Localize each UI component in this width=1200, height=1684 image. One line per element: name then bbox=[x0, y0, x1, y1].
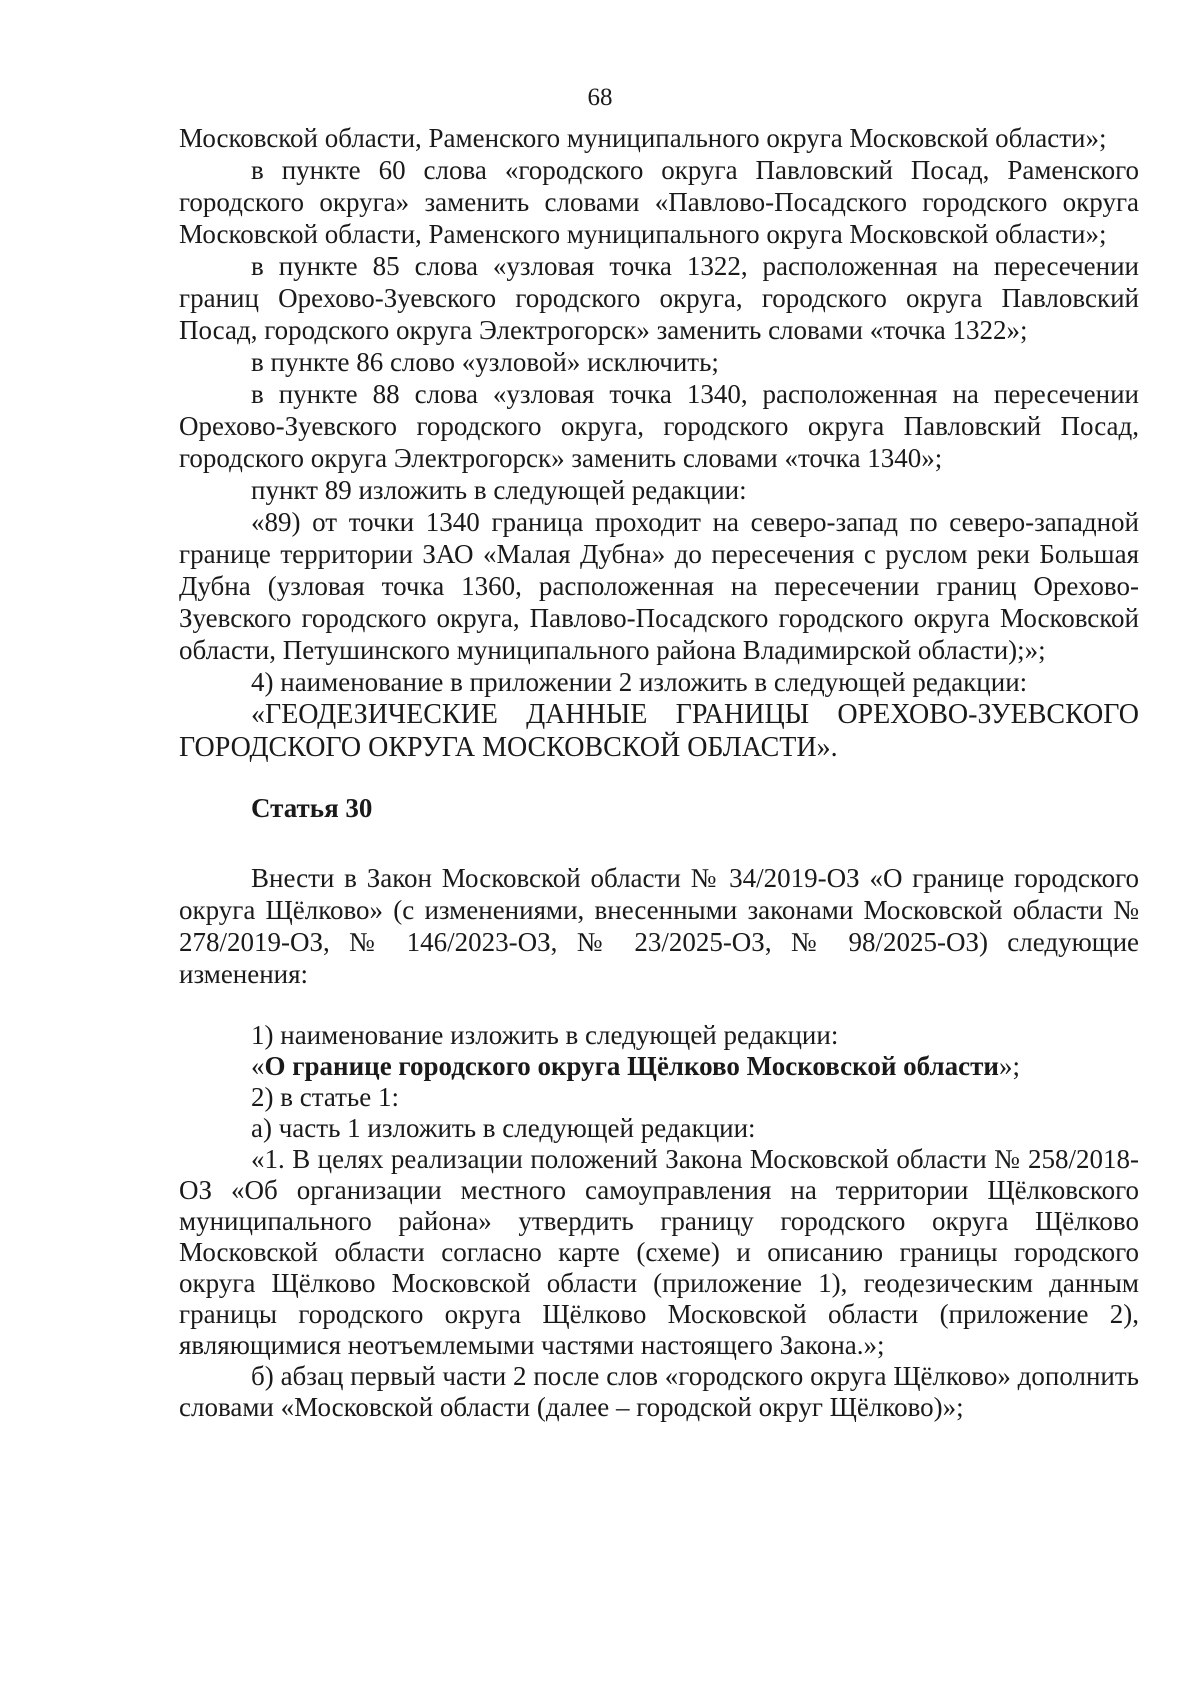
article-intro-paragraph: Внести в Закон Московской области № 34/2019-ОЗ «О границе городского округа Щёлково» (с изменениями, внесенными законами Московской области № 278/2019-ОЗ, № 146/2023-ОЗ, № 23/2025-ОЗ, № 98/2025-ОЗ) следующие изменения: bbox=[179, 863, 1139, 989]
law-title-quote bbox=[179, 1051, 1139, 1082]
quote-open: « bbox=[251, 1051, 265, 1081]
paragraph: Московской области, Раменского муниципального округа Московской области»; bbox=[179, 123, 1107, 153]
appendix-title-paragraph: «ГЕОДЕЗИЧЕСКИЕ ДАННЫЕ ГРАНИЦЫ ОРЕХОВО-ЗУЕВСКОГО ГОРОДСКОГО ОКРУГА МОСКОВСКОЙ ОБЛАСТИ». bbox=[179, 699, 1139, 763]
paragraph: «89) от точки 1340 граница проходит на северо-запад по северо-западной границе территории ЗАО «Малая Дубна» до пересечения с руслом реки Большая Дубна (узловая точка 1360, расположенная на пересечении границ Орехово-Зуевского городского округа, Павлово-Посадского городского округа Московской области, Петушинского муниципального района Владимирской области);»; bbox=[179, 507, 1139, 665]
paragraph: 4) наименование в приложении 2 изложить в следующей редакции: bbox=[251, 667, 1028, 697]
document-body bbox=[179, 122, 1139, 1423]
paragraph: б) абзац первый части 2 после слов «городского округа Щёлково» дополнить словами «Московской области (далее – городской округ Щёлково)»; bbox=[179, 1361, 1139, 1422]
paragraph: в пункте 86 слово «узловой» исключить; bbox=[251, 347, 719, 377]
quote-close: »; bbox=[998, 1051, 1020, 1081]
paragraph: в пункте 85 слова «узловая точка 1322, расположенная на пересечении границ Орехово-Зуевского городского округа, городского округа Павловский Посад, городского округа Электрогорск» заменить словами «точка 1322»; bbox=[179, 251, 1139, 345]
page-number: 68 bbox=[587, 84, 613, 111]
law-title-bold: О границе городского округа Щёлково Московской области bbox=[264, 1051, 999, 1081]
spacer bbox=[179, 990, 1139, 1020]
paragraph: в пункте 60 слова «городского округа Павловский Посад, Раменского городского округа» заменить словами «Павлово-Посадского городского округа Московской области, Раменского муниципального округа Московской области»; bbox=[179, 155, 1139, 249]
paragraph: «1. В целях реализации положений Закона Московской области № 258/2018-ОЗ «Об организации местного самоуправления на территории Щёлковского муниципального района» утвердить границу городского округа Щёлково Московской области согласно карте (схеме) и описанию границы городского округа Щёлково Московской области (приложение 1), геодезическим данным границы городского округа Щёлково Московской области (приложение 2), являющимися неотъемлемыми частями настоящего Закона.»; bbox=[179, 1144, 1139, 1360]
paragraph: а) часть 1 изложить в следующей редакции: bbox=[251, 1113, 756, 1143]
paragraph: 1) наименование изложить в следующей редакции: bbox=[251, 1020, 839, 1050]
paragraph: пункт 89 изложить в следующей редакции: bbox=[251, 475, 747, 505]
paragraph: 2) в статье 1: bbox=[251, 1082, 399, 1112]
paragraph: в пункте 88 слова «узловая точка 1340, расположенная на пересечении Орехово-Зуевского городского округа, городского округа Павловский Посад, городского округа Электрогорск» заменить словами «точка 1340»; bbox=[179, 379, 1139, 473]
article-heading: Статья 30 bbox=[251, 793, 373, 823]
